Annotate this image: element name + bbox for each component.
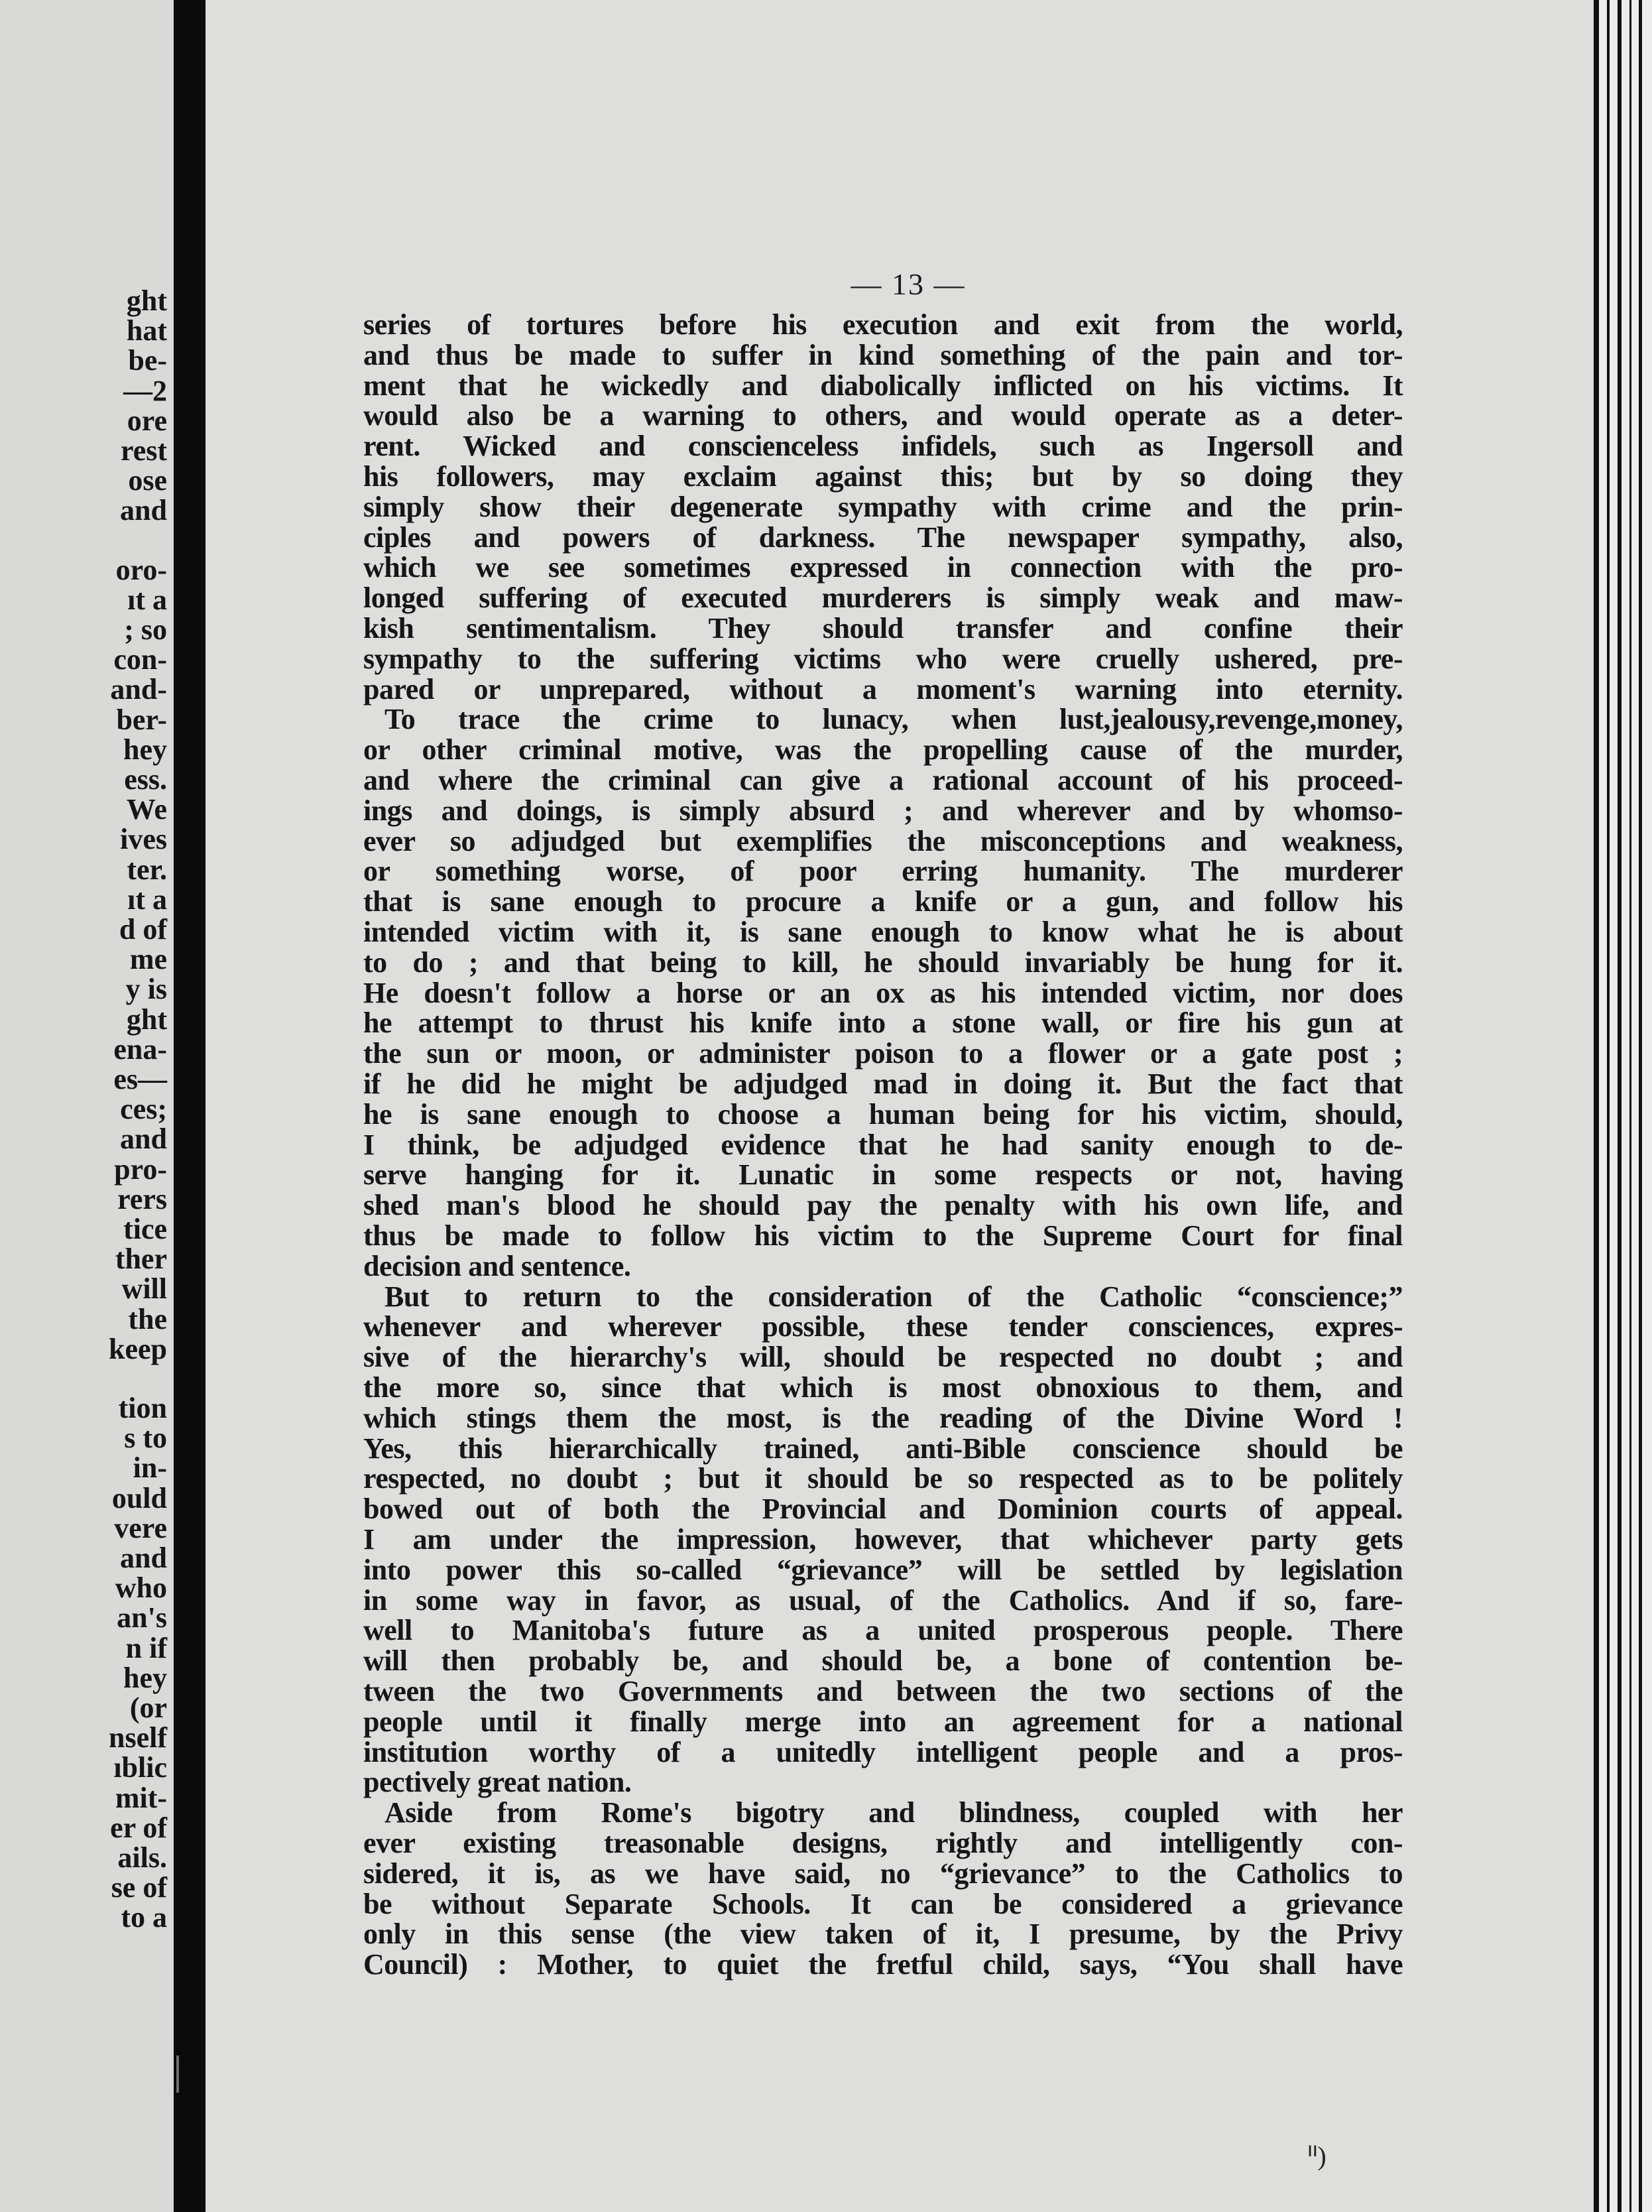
facing-page-line: hey [123, 1661, 167, 1694]
text-line: Council) : Mother, to quiet the fretful child, says, “You shall have [363, 1948, 1403, 1981]
facing-page-line: s to [124, 1422, 167, 1455]
facing-page-line: pro- [114, 1152, 167, 1186]
text-line: will then probably be, and should be, a bone of contention be- [363, 1644, 1403, 1678]
facing-page-line: se of [111, 1871, 167, 1904]
facing-page-line: to a [121, 1901, 167, 1934]
facing-page-line: ore [127, 404, 167, 437]
facing-page-line: d of [119, 913, 167, 946]
facing-page-line: (or [129, 1691, 167, 1724]
facing-page-line: n if [125, 1631, 167, 1664]
text-line: tween the two Governments and between the two sections of the [363, 1675, 1403, 1707]
text-line: his followers, may exclaim against this; but by so doing they [363, 460, 1403, 493]
text-line: into power this so-called “grievance” will be settled by legislation [363, 1553, 1403, 1586]
facing-page-line: who [115, 1571, 167, 1605]
facing-page-line: ces; [120, 1093, 167, 1126]
corner-mark: ᐦ) [1307, 2141, 1327, 2171]
facing-page-line: ould [111, 1481, 167, 1514]
facing-page-line: mit- [115, 1781, 167, 1814]
page-edge-line [1594, 0, 1599, 2212]
text-line: serve hanging for it. Lunatic in some respects or not, having [363, 1158, 1403, 1192]
text-line: thus be made to follow his victim to the Supreme Court for final [363, 1219, 1403, 1252]
facing-page-line: in- [133, 1451, 167, 1485]
text-line: or something worse, of poor erring humanity. The murderer [363, 855, 1403, 888]
page-edge-line [1629, 0, 1631, 2212]
facing-page-line: ails. [117, 1841, 167, 1874]
text-line: to do ; and that being to kill, he should invariably be hung for it. [363, 946, 1403, 979]
text-line: pared or unprepared, without a moment's warning into eternity. [363, 672, 1403, 706]
facing-page-line: keep [109, 1332, 167, 1365]
text-line: Yes, this hierarchically trained, anti-Bible conscience should be [363, 1432, 1403, 1465]
text-line: and where the criminal can give a rational account of his proceed- [363, 764, 1403, 796]
text-line: only in this sense (the view taken of it, I presume, by the Privy [363, 1918, 1403, 1951]
facing-page-line: ess. [124, 763, 167, 796]
text-line: institution worthy of a unitedly intelligent people and a pros- [363, 1735, 1403, 1768]
text-line: decision and sentence. [363, 1249, 631, 1282]
text-line: sidered, it is, as we have said, no “grievance” to the Catholics to [363, 1857, 1403, 1890]
text-line: respected, no doubt ; but it should be so respected as to be politely [363, 1462, 1403, 1495]
facing-page-line: We [126, 793, 167, 826]
facing-page-line: ıt a [127, 583, 167, 616]
text-line: sympathy to the suffering victims who were cruelly ushered, pre- [363, 642, 1403, 675]
text-line: To trace the crime to lunacy, when lust,jealousy,revenge,money, [384, 703, 1403, 736]
facing-page-line: ıt a [127, 883, 167, 916]
text-line: I think, be adjudged evidence that he had sanity enough to de- [363, 1128, 1403, 1161]
facing-page-gutter [174, 0, 183, 2212]
facing-page-line: con- [113, 643, 167, 676]
facing-page-line: me [129, 943, 167, 976]
text-line: intended victim with it, is sane enough to know what he is about [363, 916, 1403, 948]
facing-page-line: will [121, 1272, 167, 1306]
text-line: shed man's blood he should pay the penalty with his own life, and [363, 1189, 1403, 1222]
page-number: — 13 — [851, 267, 966, 301]
text-line: He doesn't follow a horse or an ox as his intended victim, nor does [363, 976, 1403, 1009]
text-line: I am under the impression, however, that whichever party gets [363, 1523, 1403, 1556]
facing-page-line: and [120, 494, 167, 527]
facing-page-line: ives [120, 823, 167, 856]
facing-page-line: rest [120, 434, 167, 467]
text-line: ever so adjudged but exemplifies the misconceptions and weakness, [363, 824, 1403, 857]
text-line: ever existing treasonable designs, rightly and intelligently con- [363, 1827, 1403, 1859]
page-edge [1594, 0, 1652, 2212]
facing-page-line: ; so [124, 613, 167, 646]
text-line: But to return to the consideration of the Catholic “conscience;” [384, 1280, 1403, 1313]
text-line: ings and doings, is simply absurd ; and wherever and by whomso- [363, 794, 1403, 827]
facing-page-line: hey [123, 733, 167, 766]
text-line: well to Manitoba's future as a united prosperous people. There [363, 1614, 1403, 1647]
facing-page-line: hat [126, 314, 167, 347]
text-line: kish sentimentalism. They should transfer and confine their [363, 612, 1403, 645]
text-line: the sun or moon, or administer poison to a flower or a gate post ; [363, 1037, 1403, 1070]
text-line: and thus be made to suffer in kind something of the pain and tor- [363, 338, 1403, 371]
text-line: whenever and wherever possible, these tender consciences, expres- [363, 1310, 1403, 1343]
facing-page-line: ght [126, 284, 167, 317]
facing-page-line: ıblic [113, 1751, 167, 1784]
text-line: he is sane enough to choose a human being for his victim, should, [363, 1097, 1403, 1131]
page-edge-line [1607, 0, 1610, 2212]
facing-page-line: rers [117, 1182, 167, 1215]
facing-page-line: ght [126, 1003, 167, 1036]
facing-page-line: the [128, 1302, 167, 1335]
facing-page-line: and [120, 1542, 167, 1574]
facing-page-line: ber- [116, 703, 167, 736]
text-line: would also be a warning to others, and would operate as a deter- [363, 399, 1403, 432]
facing-page-line: oro- [115, 553, 167, 586]
text-line: which we see sometimes expressed in connection with the pro- [363, 551, 1403, 584]
text-line: people until it finally merge into an agreement for a national [363, 1705, 1403, 1738]
facing-page-line: an's [117, 1601, 167, 1634]
text-line: that is sane enough to procure a knife or a gun, and follow his [363, 885, 1403, 918]
text-line: the more so, since that which is most obnoxious to them, and [363, 1371, 1403, 1404]
page-edge-line [1639, 0, 1642, 2212]
facing-page-line: es— [113, 1063, 167, 1095]
facing-page-line: be- [128, 344, 167, 377]
text-line: he attempt to thrust his knife into a stone wall, or fire his gun at [363, 1007, 1403, 1040]
facing-page-line: ther [115, 1243, 167, 1276]
facing-page-line: nself [109, 1721, 167, 1754]
facing-page [0, 0, 183, 2212]
margin-mark [176, 2056, 179, 2093]
facing-page-line: er of [110, 1811, 167, 1844]
facing-page-line: ter. [127, 853, 167, 886]
facing-page-line: y is [125, 973, 167, 1006]
text-line: Aside from Rome's bigotry and blindness, coupled with her [384, 1796, 1403, 1829]
facing-page-line: tion [118, 1392, 167, 1424]
book-spine [183, 0, 206, 2212]
text-line: simply show their degenerate sympathy with crime and the prin- [363, 490, 1403, 523]
text-line: in some way in favor, as usual, of the Catholics. And if so, fare- [363, 1583, 1403, 1617]
text-line: if he did he might be adjudged mad in doing it. But the fact that [363, 1068, 1403, 1100]
text-line: or other criminal motive, was the propelling cause of the murder, [363, 733, 1403, 767]
facing-page-line: ena- [113, 1032, 167, 1066]
text-line: which stings them the most, is the reading of the Divine Word ! [363, 1401, 1403, 1434]
text-line: ciples and powers of darkness. The newspaper sympathy, also, [363, 521, 1403, 554]
facing-page-line: and- [110, 673, 167, 706]
facing-page-line: ose [128, 464, 167, 497]
facing-page-line: —2 [123, 374, 167, 407]
facing-page-line: and [120, 1123, 167, 1156]
text-line: bowed out of both the Provincial and Dominion courts of appeal. [363, 1493, 1403, 1526]
text-line: longed suffering of executed murderers is simply weak and maw- [363, 582, 1403, 615]
facing-page-line: tice [123, 1213, 167, 1245]
page-edge-line [1618, 0, 1622, 2212]
text-line: ment that he wickedly and diabolically inflicted on his victims. It [363, 369, 1403, 402]
text-line: be without Separate Schools. It can be considered a grievance [363, 1887, 1403, 1920]
text-line: rent. Wicked and conscienceless infidels, such as Ingersoll and [363, 430, 1403, 463]
text-line: series of tortures before his execution and exit from the world, [363, 308, 1403, 341]
facing-page-line: vere [114, 1511, 167, 1544]
text-line: sive of the hierarchy's will, should be respected no doubt ; and [363, 1341, 1403, 1374]
text-line: pectively great nation. [363, 1766, 632, 1799]
